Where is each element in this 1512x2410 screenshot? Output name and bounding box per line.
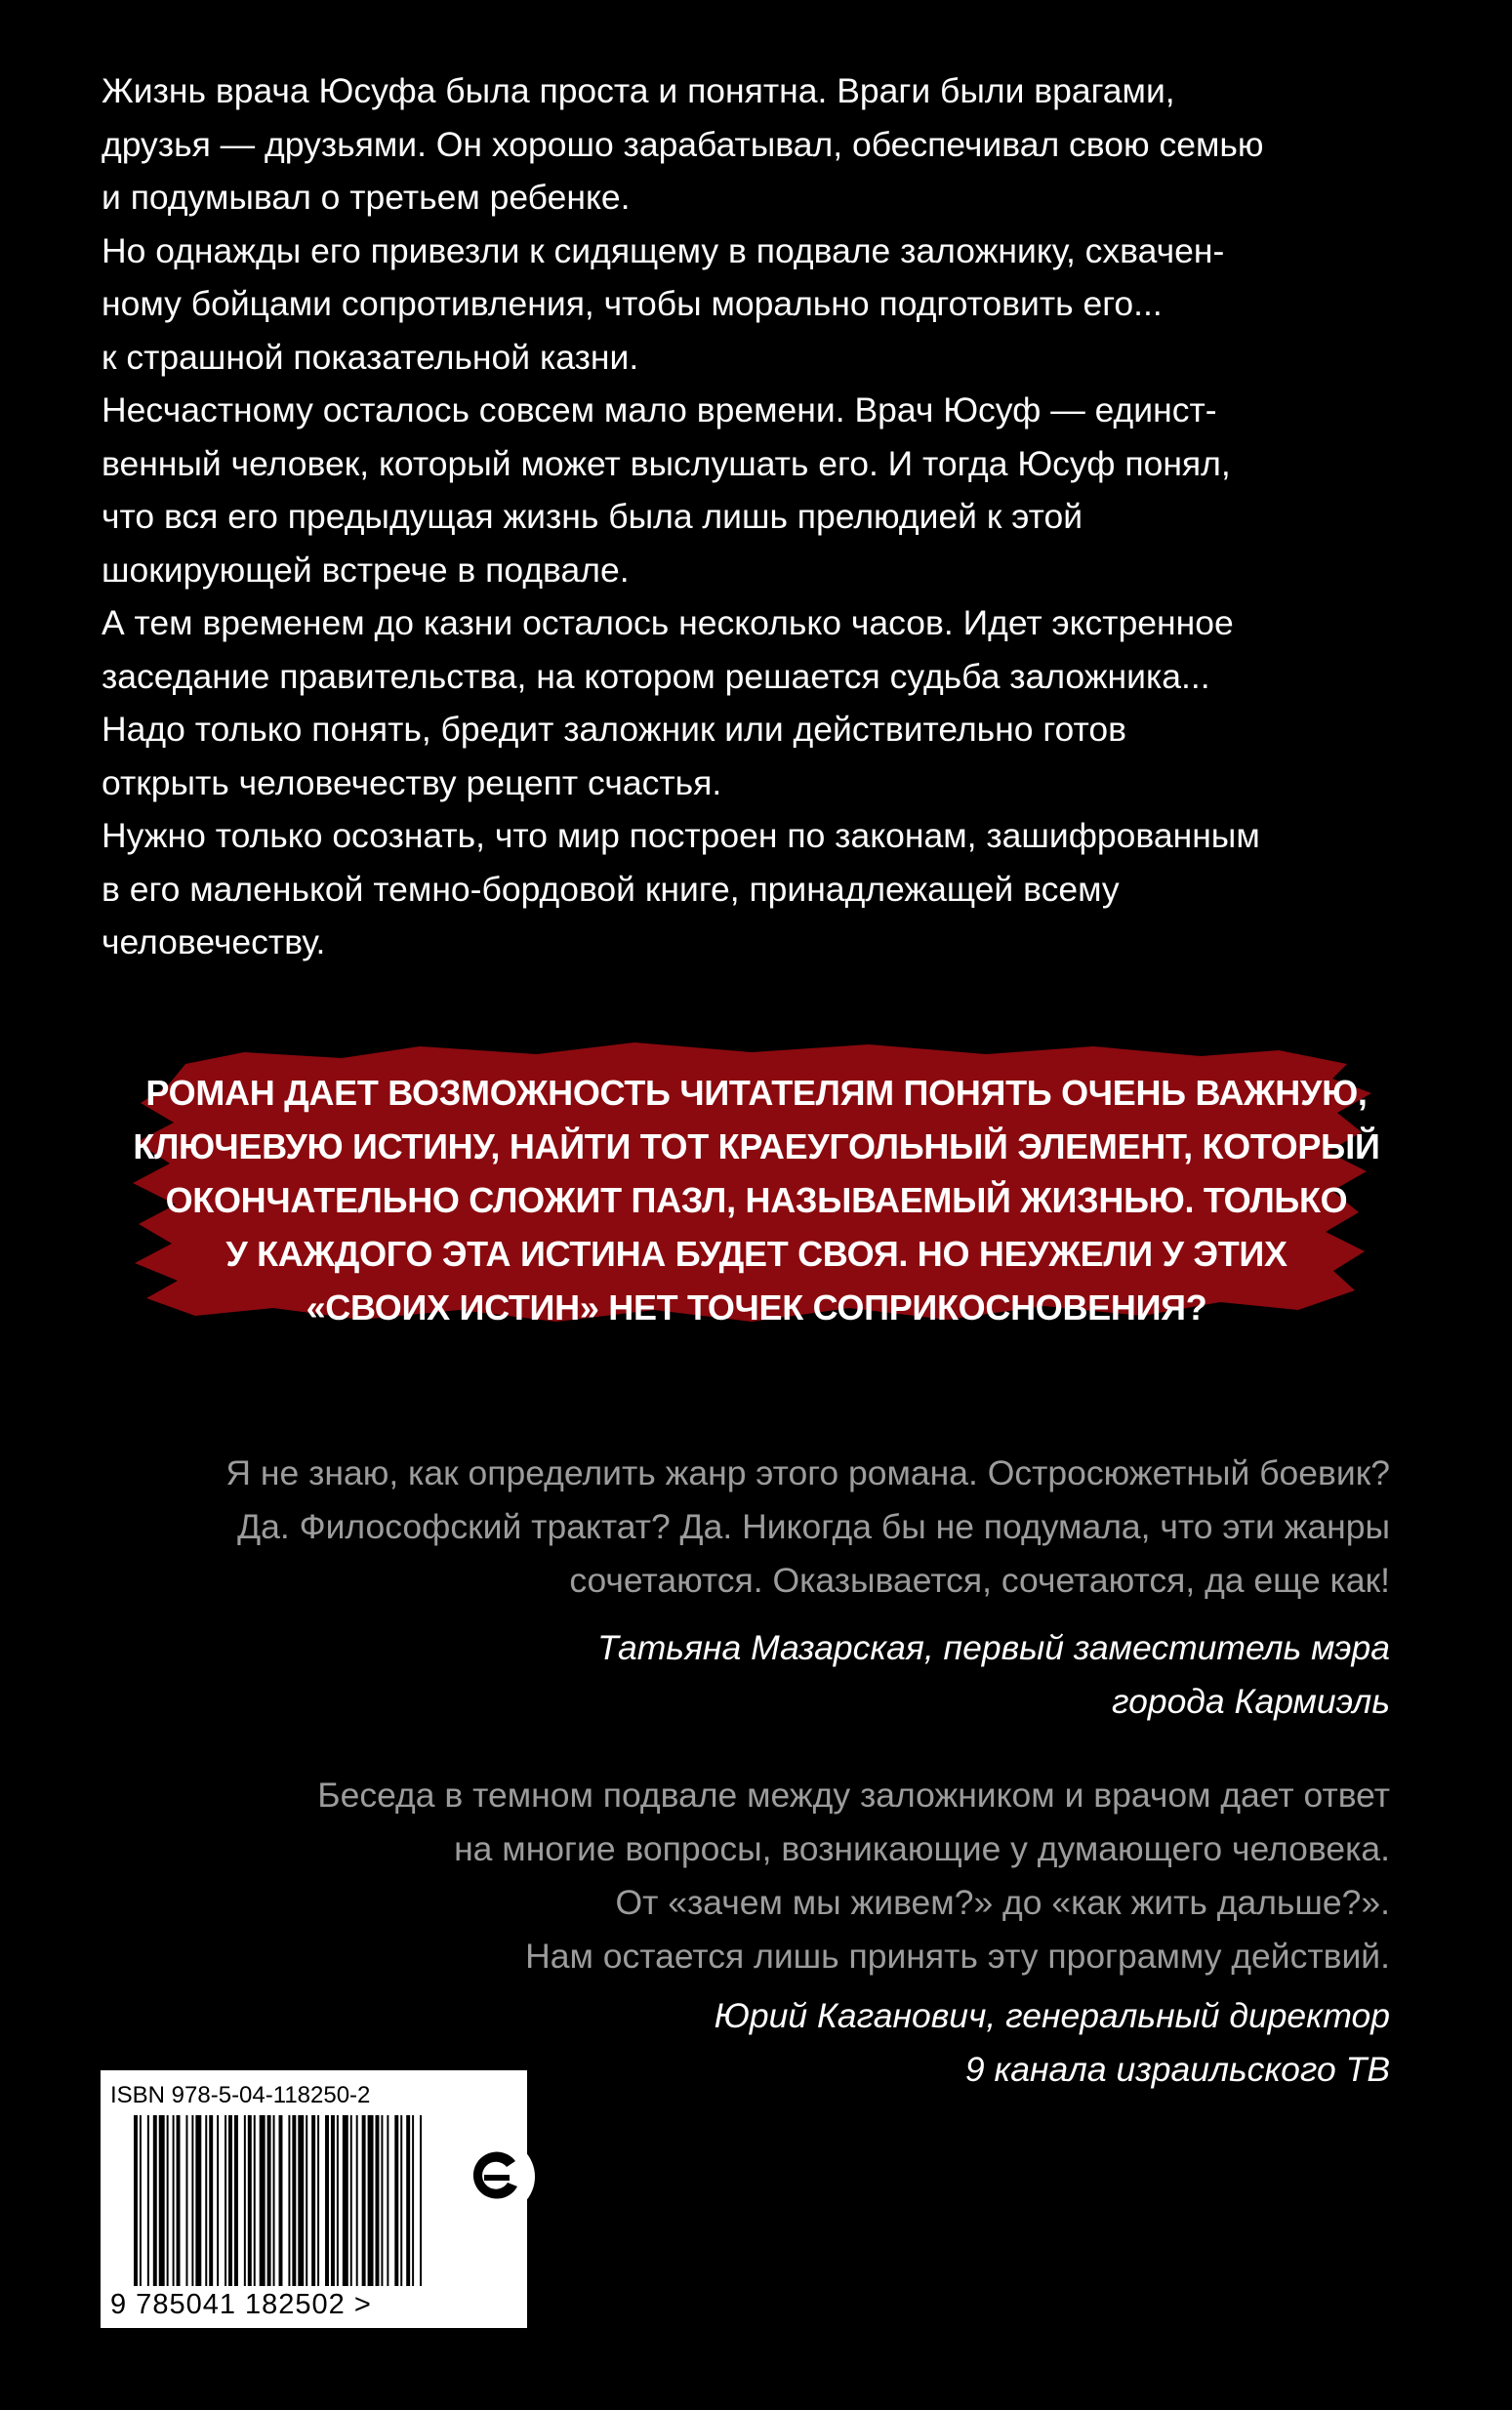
review-author-line: Татьяна Мазарская, первый заместитель мэра	[597, 1628, 1390, 1667]
blurb-line: что вся его предыдущая жизнь была лишь прелюдией к этой	[102, 497, 1083, 536]
blurb-line: Жизнь врача Юсуфа была проста и понятна. Враги были врагами,	[102, 71, 1175, 110]
review-quote-line: От «зачем мы живем?» до «как жить дальше?».	[615, 1883, 1390, 1922]
blurb-line: шокирующей встрече в подвале.	[102, 550, 630, 590]
banner-line: У КАЖДОГО ЭТА ИСТИНА БУДЕТ СВОЯ. НО НЕУЖЕЛИ У ЭТИХ	[225, 1234, 1287, 1274]
review-author-line: Юрий Каганович, генеральный директор	[714, 1996, 1390, 2035]
blurb-line: Но однажды его привезли к сидящему в подвале заложнику, схвачен-	[102, 230, 1225, 270]
blurb-line: человечеству.	[102, 922, 326, 961]
review-quote-line: на многие вопросы, возникающие у думающего человека.	[454, 1829, 1390, 1868]
review-quote	[82, 1769, 1390, 1983]
banner-line: РОМАН ДАЕТ ВОЗМОЖНОСТЬ ЧИТАТЕЛЯМ ПОНЯТЬ ОЧЕНЬ ВАЖНУЮ,	[145, 1073, 1368, 1113]
blurb-line: в его маленькой темно-бордовой книге, принадлежащей всему	[102, 869, 1120, 909]
banner-line: «СВОИХ ИСТИН» НЕТ ТОЧЕК СОПРИКОСНОВЕНИЯ?	[306, 1287, 1207, 1328]
blurb-line: открыть человечеству рецепт счастья.	[102, 762, 722, 802]
barcode-digits: 9 785041 182502 >	[110, 2289, 372, 2320]
blurb-line: ному бойцами сопротивления, чтобы морально подготовить его...	[102, 284, 1163, 323]
highlight-banner	[127, 1025, 1386, 1347]
review-author-line: города Кармиэль	[1111, 1682, 1390, 1721]
review-quote-line: Да. Философский трактат? Да. Никогда бы не подумала, что эти жанры	[237, 1507, 1390, 1546]
banner-line: ОКОНЧАТЕЛЬНО СЛОЖИТ ПАЗЛ, НАЗЫВАЕМЫЙ ЖИЗНЬЮ. ТОЛЬКО	[165, 1180, 1348, 1220]
isbn-label: ISBN 978-5-04-118250-2	[110, 2082, 371, 2108]
review-quote	[82, 1447, 1390, 1608]
blurb-line: Несчастному осталось совсем мало времени. Врач Юсуф — единст-	[102, 390, 1217, 429]
banner-text	[127, 1066, 1386, 1334]
banner-line: КЛЮЧЕВУЮ ИСТИНУ, НАЙТИ ТОТ КРАЕУГОЛЬНЫЙ ЭЛЕМЕНТ, КОТОРЫЙ	[133, 1126, 1380, 1166]
review-quote-line: Нам остается лишь принять эту программу действий.	[525, 1937, 1390, 1976]
barcode-icon	[134, 2115, 505, 2291]
review-quote-line: сочетаются. Оказывается, сочетаются, да еще как!	[569, 1561, 1390, 1600]
blurb-line: друзья — друзьями. Он хорошо зарабатывал, обеспечивал свою семью	[102, 124, 1264, 164]
blurb-line: А тем временем до казни осталось несколько часов. Идет экстренное	[102, 603, 1234, 642]
blurb-line: и подумывал о третьем ребенке.	[102, 178, 631, 217]
blurb-line: заседание правительства, на котором решается судьба заложника...	[102, 656, 1210, 696]
blurb-line: венный человек, который может выслушать его. И тогда Юсуф понял,	[102, 443, 1231, 483]
review-quote-line: Я не знаю, как определить жанр этого романа. Остросюжетный боевик?	[225, 1453, 1390, 1492]
eksmo-logo-icon	[459, 2138, 537, 2216]
blurb-line: Надо только понять, бредит заложник или действительно готов	[102, 710, 1126, 749]
blurb-text	[102, 64, 1410, 969]
review-quote-line: Беседа в темном подвале между заложником и врачом дает ответ	[317, 1776, 1390, 1815]
review-author	[82, 1621, 1390, 1729]
blurb-line: Нужно только осознать, что мир построен по законам, зашифрованным	[102, 816, 1260, 855]
blurb-line: к страшной показательной казни.	[102, 337, 639, 377]
review-author-line: 9 канала израильского ТВ	[964, 2050, 1390, 2089]
